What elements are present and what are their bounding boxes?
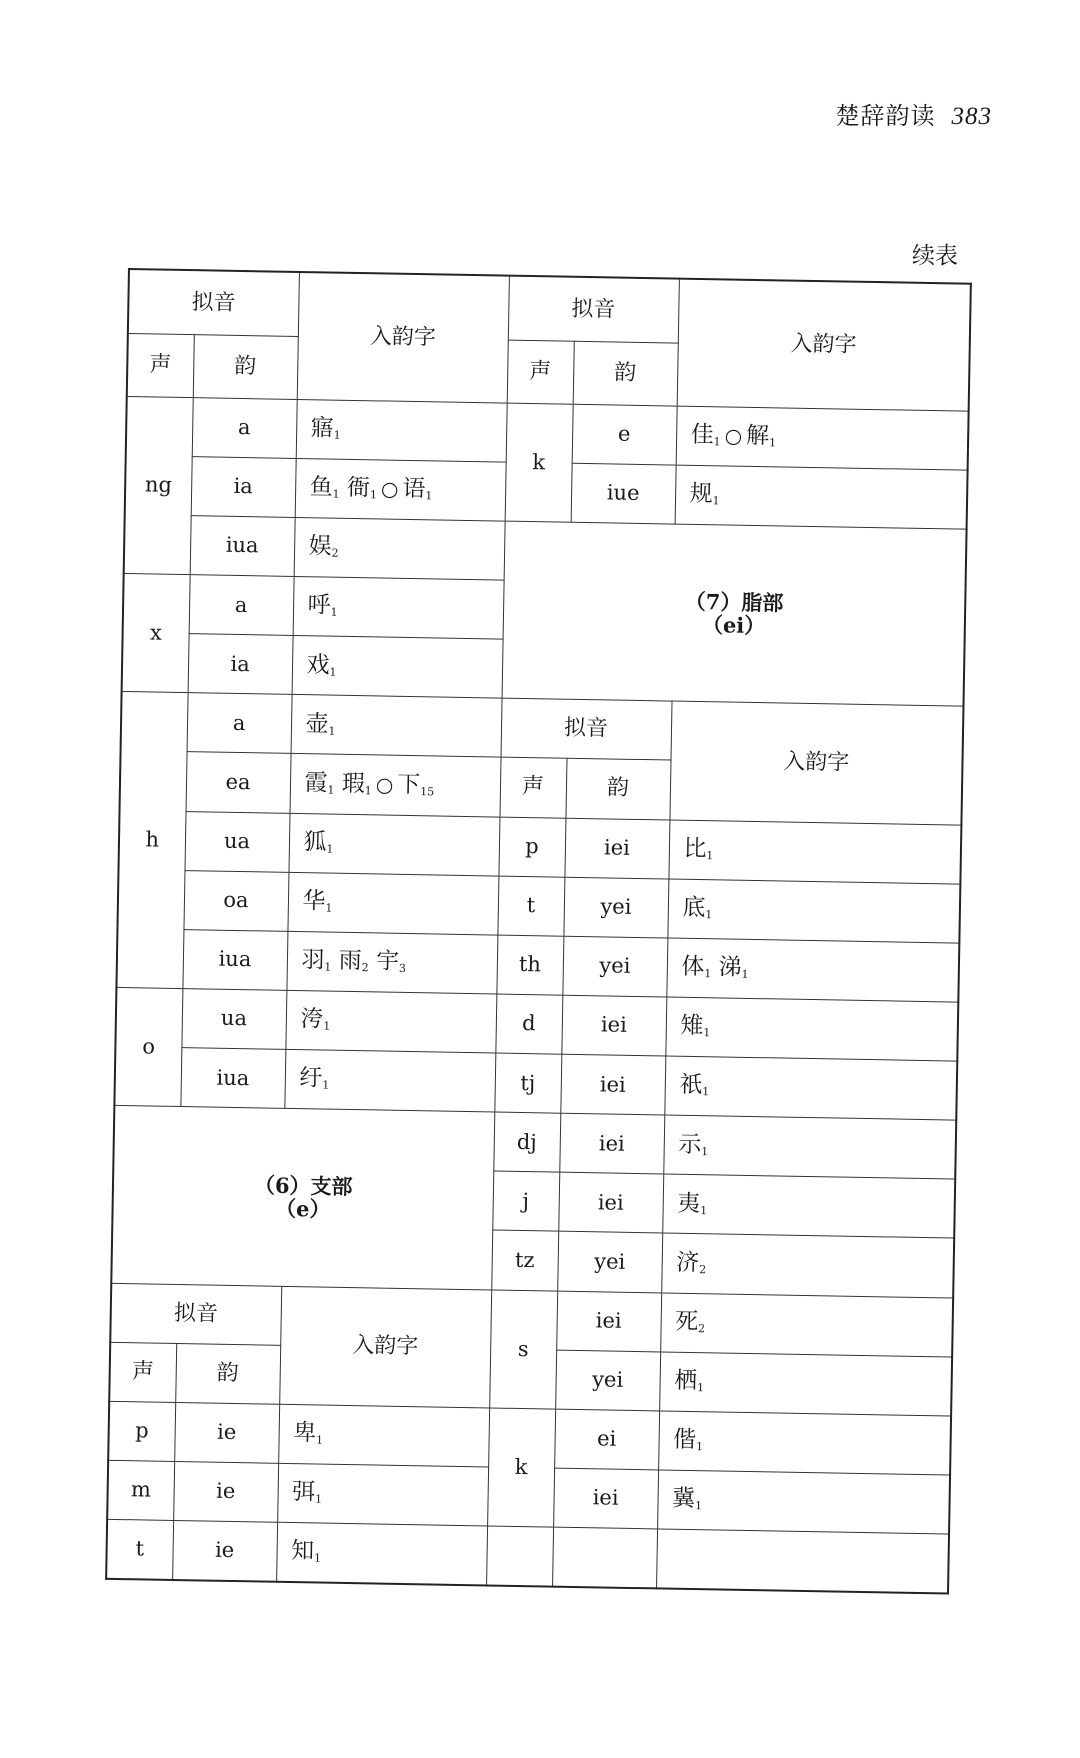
left-header-sheng: 声 xyxy=(127,334,194,398)
right-sheng-cell: k xyxy=(487,1408,555,1527)
right-chars-cell xyxy=(666,938,959,1002)
right-sheng-cell: j xyxy=(492,1171,559,1231)
left-chars-cell xyxy=(288,813,499,876)
right-sheng-cell: t xyxy=(497,876,564,936)
right-chars-cell xyxy=(676,406,969,470)
right-yun-cell: iei xyxy=(560,1054,665,1115)
occurrence-count: 1 xyxy=(701,1144,709,1158)
rhyme-character: 呼 xyxy=(307,592,331,620)
rhyme-character: 霞 xyxy=(304,770,328,797)
right-header-sheng: 声 xyxy=(507,340,574,404)
left-yun-cell: ia xyxy=(188,634,293,695)
right-header-yun-7: 韵 xyxy=(565,759,670,820)
right-yun-cell: iei xyxy=(564,818,669,879)
occurrence-count: 1 xyxy=(704,967,712,981)
right-yun-cell: iei xyxy=(556,1291,661,1352)
left-sheng-cell: p xyxy=(108,1401,175,1461)
left-yun-cell: ie xyxy=(172,1521,277,1582)
right-header-niyin: 拟音 xyxy=(508,276,679,344)
left-chars-cell xyxy=(278,1404,489,1467)
rhyme-table xyxy=(105,268,972,1595)
right-header-yun: 韵 xyxy=(573,342,678,406)
occurrence-count: 1 xyxy=(313,1551,322,1565)
occurrence-count: 1 xyxy=(364,784,372,798)
right-chars-cell xyxy=(662,1174,955,1238)
occurrence-count: 1 xyxy=(324,960,332,974)
rhyme-character: 祇 xyxy=(679,1072,703,1099)
right-chars-cell xyxy=(657,1470,950,1534)
left-yun-cell: oa xyxy=(183,870,288,931)
right-chars-cell xyxy=(661,1233,954,1297)
occurrence-count: 1 xyxy=(329,665,337,679)
occurrence-count: 1 xyxy=(332,487,340,501)
occurrence-count: 1 xyxy=(369,488,378,502)
right-chars-cell xyxy=(660,1293,953,1357)
right-header-sheng-7: 声 xyxy=(499,758,566,818)
rhyme-character: 体 xyxy=(681,954,705,981)
rhyme-character: 娱 xyxy=(308,533,332,560)
occurrence-count: 1 xyxy=(706,849,714,863)
continuation-label: 续表 xyxy=(912,243,958,269)
separator-circle-icon: ○ xyxy=(724,423,743,448)
right-sheng-cell: s xyxy=(489,1290,557,1409)
right-yun-cell: iei xyxy=(561,995,666,1056)
left-chars-cell xyxy=(296,399,507,462)
occurrence-count: 1 xyxy=(702,1085,710,1099)
left-chars-cell xyxy=(285,990,496,1053)
separator-circle-icon: ○ xyxy=(380,476,399,501)
rhyme-character: 寤 xyxy=(310,415,334,442)
right-chars-cell xyxy=(675,465,968,529)
left-yun-cell: ea xyxy=(186,752,291,813)
rhyme-character: 涕 xyxy=(718,954,742,982)
right-sheng-cell: p xyxy=(498,817,565,877)
right-header-niyin-7: 拟音 xyxy=(501,698,672,760)
left-header-yun: 韵 xyxy=(193,335,298,399)
occurrence-count: 2 xyxy=(697,1322,706,1336)
rhyme-character: 栖 xyxy=(673,1367,698,1395)
right-chars-cell xyxy=(667,879,960,943)
section-7-heading xyxy=(502,521,967,706)
rhyme-character: 衙 xyxy=(346,475,371,502)
rhyme-character: 狐 xyxy=(303,829,327,856)
right-sheng-cell: k xyxy=(505,403,573,522)
left-yun-cell: ie xyxy=(173,1461,278,1522)
occurrence-count: 1 xyxy=(322,1079,330,1093)
right-yun-cell: yei xyxy=(562,936,667,997)
occurrence-count: 1 xyxy=(325,901,333,915)
occurrence-count: 1 xyxy=(314,1492,323,1506)
rhyme-character: 弭 xyxy=(291,1479,316,1506)
occurrence-count: 2 xyxy=(699,1262,707,1277)
rhyme-character: 规 xyxy=(689,481,713,508)
section-6-title: （6）支部 xyxy=(253,1172,353,1200)
left-chars-cell xyxy=(287,872,498,935)
rhyme-character: 羽 xyxy=(301,947,325,974)
occurrence-count: 3 xyxy=(398,962,407,976)
left-chars-cell xyxy=(277,1463,488,1526)
left-chars-cell xyxy=(294,517,505,580)
rhyme-character: 下 xyxy=(397,771,421,799)
rhyme-character: 冀 xyxy=(671,1486,696,1513)
left-header-sheng-6: 声 xyxy=(109,1342,176,1402)
rhyme-character: 壶 xyxy=(305,710,329,738)
occurrence-count: 1 xyxy=(425,489,433,503)
right-yun-cell: iei xyxy=(558,1172,663,1233)
rhyme-character: 死 xyxy=(674,1308,699,1336)
section-6-rhyme: （e） xyxy=(274,1196,331,1223)
right-sheng-cell: tz xyxy=(491,1230,558,1290)
right-chars-cell xyxy=(659,1352,952,1416)
left-sheng-cell: x xyxy=(122,574,190,693)
right-chars-cell xyxy=(665,997,958,1061)
left-yun-cell: iua xyxy=(182,929,287,990)
occurrence-count: 1 xyxy=(323,1019,331,1034)
left-header-ruyunzi: 入韵字 xyxy=(297,272,509,403)
right-yun-cell: yei xyxy=(563,877,668,938)
right-yun-cell: yei xyxy=(557,1232,662,1293)
rhyme-character: 偕 xyxy=(672,1426,697,1454)
rhyme-character: 济 xyxy=(676,1249,700,1276)
right-chars-cell xyxy=(664,1056,957,1120)
rhyme-character: 鱼 xyxy=(309,474,333,501)
occurrence-count: 1 xyxy=(694,1499,703,1513)
left-chars-cell xyxy=(286,931,497,994)
left-header-yun-6: 韵 xyxy=(175,1343,280,1404)
rhyme-character: 洿 xyxy=(300,1006,324,1033)
left-yun-cell: iua xyxy=(180,1048,285,1109)
occurrence-count: 1 xyxy=(330,606,338,620)
right-yun-cell: yei xyxy=(555,1350,660,1411)
rhyme-character: 瑕 xyxy=(341,770,366,798)
left-chars-cell xyxy=(295,458,506,521)
left-yun-cell: a xyxy=(192,397,297,458)
rhyme-character: 解 xyxy=(745,422,770,450)
right-yun-cell: e xyxy=(572,404,677,465)
occurrence-count: 1 xyxy=(326,842,334,856)
occurrence-count: 2 xyxy=(361,961,369,975)
right-header-ruyunzi: 入韵字 xyxy=(677,279,971,411)
left-sheng-cell: ng xyxy=(124,396,193,574)
occurrence-count: 1 xyxy=(768,436,777,450)
rhyme-character: 戏 xyxy=(306,651,330,679)
rhyme-character: 雉 xyxy=(680,1013,704,1040)
left-chars-cell xyxy=(276,1522,487,1585)
running-title: 楚辞韵读 xyxy=(835,102,936,130)
rhyme-character: 夷 xyxy=(677,1190,701,1217)
occurrence-count: 15 xyxy=(420,785,435,799)
left-header-niyin: 拟音 xyxy=(128,269,299,337)
page-header xyxy=(836,96,993,131)
left-yun-cell: a xyxy=(189,575,294,636)
left-chars-cell xyxy=(291,695,502,758)
right-sheng-cell: tj xyxy=(494,1053,561,1113)
rhyme-character: 卑 xyxy=(292,1420,317,1447)
rhyme-character: 语 xyxy=(402,476,426,503)
rhyme-character: 宇 xyxy=(375,948,400,976)
rhyme-character: 雨 xyxy=(338,948,362,975)
occurrence-count: 1 xyxy=(703,1026,711,1040)
left-yun-cell: ua xyxy=(184,811,289,872)
left-chars-cell xyxy=(284,1049,495,1112)
rhyme-character: 示 xyxy=(678,1131,702,1158)
left-header-ruyunzi-6: 入韵字 xyxy=(279,1286,491,1408)
left-chars-cell xyxy=(290,754,501,817)
occurrence-count: 1 xyxy=(741,968,749,982)
right-chars-cell xyxy=(663,1115,956,1179)
right-yun-cell: iue xyxy=(571,463,676,524)
left-chars-cell xyxy=(292,636,503,699)
left-sheng-cell: o xyxy=(114,987,182,1106)
rhyme-character: 知 xyxy=(290,1538,315,1565)
occurrence-count: 2 xyxy=(331,546,339,561)
section-7-title: （7）脂部 xyxy=(684,588,784,616)
left-sheng-cell: t xyxy=(106,1519,173,1580)
rhyme-table-wrapper xyxy=(105,268,970,1594)
rhyme-character: 底 xyxy=(682,894,706,922)
page-number: 383 xyxy=(951,103,992,130)
occurrence-count: 1 xyxy=(712,494,720,508)
occurrence-count: 1 xyxy=(333,428,341,442)
left-yun-cell: iua xyxy=(190,516,295,577)
left-yun-cell: ua xyxy=(181,989,286,1050)
left-yun-cell: ie xyxy=(174,1402,279,1463)
right-empty-cell xyxy=(656,1529,949,1594)
section-6-heading xyxy=(111,1106,494,1290)
occurrence-count: 1 xyxy=(695,1440,704,1454)
right-yun-cell: ei xyxy=(554,1409,659,1470)
rhyme-character: 纡 xyxy=(299,1065,323,1092)
occurrence-count: 1 xyxy=(315,1433,324,1447)
right-yun-cell: iei xyxy=(559,1113,664,1174)
right-chars-cell xyxy=(668,820,961,884)
left-chars-cell xyxy=(293,577,504,640)
occurrence-count: 1 xyxy=(700,1203,708,1217)
right-sheng-cell: d xyxy=(495,994,562,1054)
occurrence-count: 1 xyxy=(327,783,335,797)
right-header-ruyunzi-7: 入韵字 xyxy=(669,701,963,824)
rhyme-character: 华 xyxy=(302,888,326,915)
left-sheng-cell: m xyxy=(107,1460,174,1520)
rhyme-character: 佳 xyxy=(690,421,714,449)
left-sheng-cell: h xyxy=(116,692,187,989)
left-header-niyin-6: 拟音 xyxy=(110,1283,281,1345)
occurrence-count: 1 xyxy=(328,724,336,738)
right-chars-cell xyxy=(658,1411,951,1475)
right-sheng-cell: dj xyxy=(493,1112,560,1172)
occurrence-count: 1 xyxy=(705,908,713,922)
section-7-rhyme: （ei） xyxy=(701,612,766,639)
rhyme-character: 比 xyxy=(683,835,707,863)
occurrence-count: 1 xyxy=(713,435,721,449)
right-sheng-cell: th xyxy=(496,935,563,995)
left-yun-cell: ia xyxy=(191,456,296,517)
separator-circle-icon: ○ xyxy=(375,772,394,797)
occurrence-count: 1 xyxy=(696,1381,705,1395)
right-yun-cell: iei xyxy=(553,1468,658,1529)
right-empty-cell xyxy=(486,1526,553,1587)
right-empty-cell xyxy=(552,1527,657,1588)
left-yun-cell: a xyxy=(187,693,292,754)
